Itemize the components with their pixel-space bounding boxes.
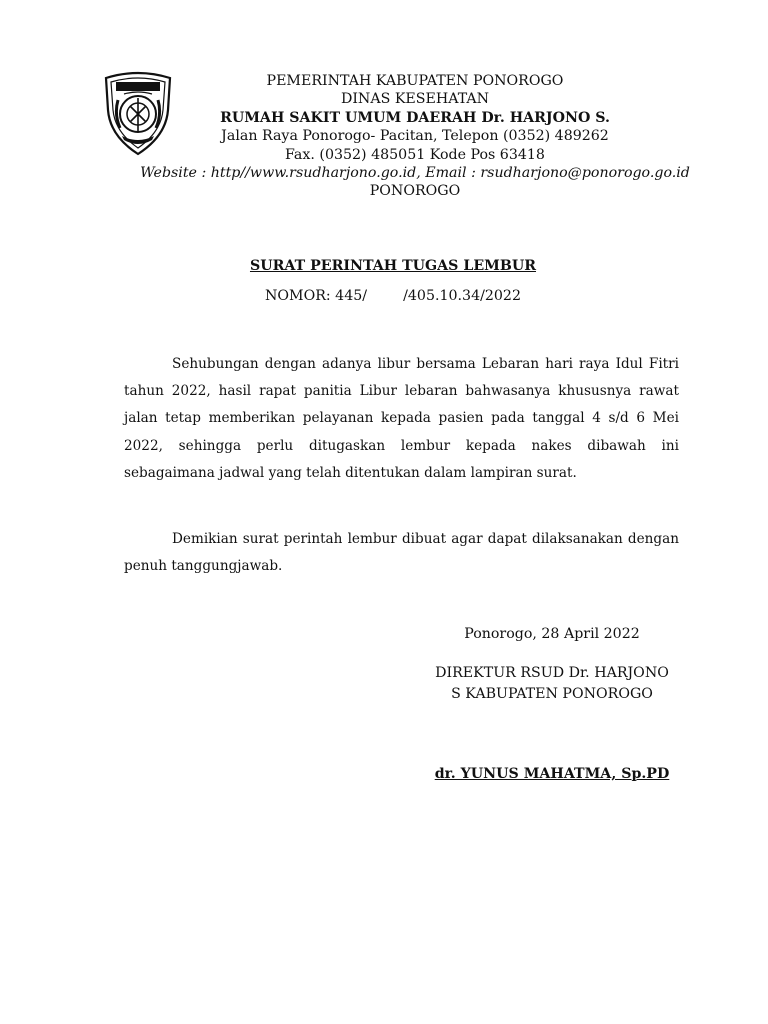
signatory-name: dr. YUNUS MAHATMA, Sp.PD <box>434 766 670 782</box>
signature-position-line-2: S KABUPATEN PONOROGO <box>451 686 653 702</box>
document-title: SURAT PERINTAH TUGAS LEMBUR <box>249 258 537 274</box>
hospital-name: RUMAH SAKIT UMUM DAERAH Dr. HARJONO S. <box>220 109 610 126</box>
fax-postcode: Fax. (0352) 485051 Kode Pos 63418 <box>285 146 545 163</box>
website-email: Website : http//www.rsudharjono.go.id, Email : rsudharjono@ponorogo.go.id <box>140 165 690 182</box>
letterhead-text <box>120 72 710 201</box>
body-paragraph-2: Demikian surat perintah lembur dibuat agar dapat dilaksanakan dengan penuh tanggungjawab. <box>124 531 679 575</box>
government-name: PEMERINTAH KABUPATEN PONOROGO <box>266 73 564 89</box>
document-number: NOMOR: 445/ /405.10.34/2022 <box>265 288 521 304</box>
signature-place-date: Ponorogo, 28 April 2022 <box>464 626 640 642</box>
address-phone: Jalan Raya Ponorogo- Pacitan, Telepon (0352) 489262 <box>221 128 609 145</box>
signature-position <box>418 663 686 705</box>
city-name: PONOROGO <box>369 183 461 200</box>
body-paragraph-1: Sehubungan dengan adanya libur bersama Lebaran hari raya Idul Fitri tahun 2022, hasil rapat panitia Libur lebaran bahwasanya khususnya rawat jalan tetap memberikan pelayanan kepada pasien pada tanggal 4 s/d 6 Mei 2022, sehingga perlu ditugaskan lembur kepada nakes dibawah ini sebagaimana jadwal yang telah ditentukan dalam lampiran surat. <box>124 356 679 481</box>
signature-position-line-1: DIREKTUR RSUD Dr. HARJONO <box>435 665 669 681</box>
department-name: DINAS KESEHATAN <box>340 91 490 108</box>
